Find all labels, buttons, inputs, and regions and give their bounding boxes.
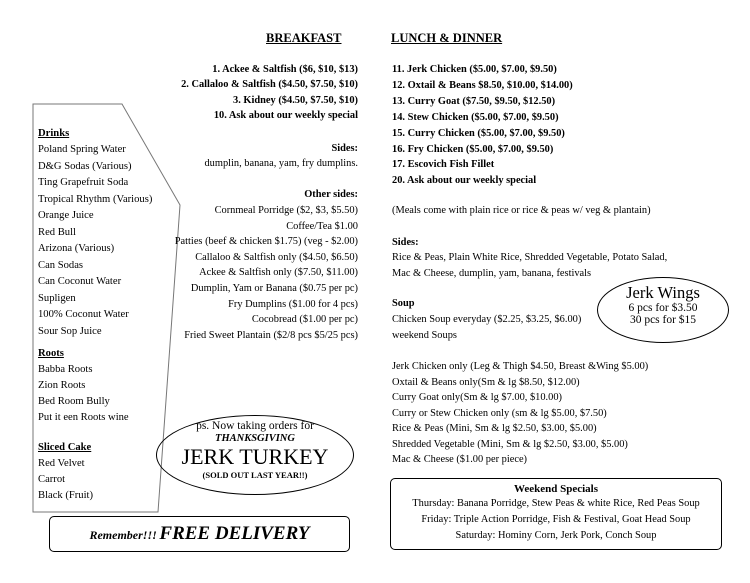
- cake-item: Black (Fruit): [38, 490, 94, 501]
- breakfast-item: 2. Callaloo & Saltfish ($4.50, $7.50, $10): [181, 79, 358, 91]
- turkey-line-1: ps. Now taking orders for: [196, 420, 314, 432]
- weekend-saturday: Saturday: Hominy Corn, Jerk Pork, Conch Soup: [455, 530, 657, 541]
- only-item: Rice & Peas (Mini, Sm & lg $2.50, $3.00, $5.00): [392, 423, 597, 434]
- only-item: Curry or Stew Chicken only (sm & lg $5.00, $7.50): [392, 407, 607, 419]
- other-side-item: Ackee & Saltfish only ($7.50, $11.00): [199, 267, 358, 279]
- other-side-item: Fried Sweet Plantain ($2/8 pcs $5/25 pcs): [184, 329, 358, 341]
- drink-item: D&G Sodas (Various): [38, 160, 132, 172]
- weekend-specials-title: Weekend Specials: [513, 483, 599, 495]
- other-side-item: Dumplin, Yam or Banana ($0.75 per pc): [190, 283, 358, 294]
- drink-item: Can Sodas: [38, 259, 84, 271]
- drink-item: Red Bull: [38, 226, 76, 238]
- weekend-friday: Friday: Triple Action Porridge, Fish & Festival, Goat Head Soup: [421, 514, 691, 525]
- meals-note: (Meals come with plain rice or rice & peas w/ veg & plantain): [392, 205, 651, 216]
- roots-item: Zion Roots: [38, 380, 86, 391]
- other-side-item: Cocobread ($1.00 per pc): [251, 314, 358, 326]
- roots-item: Babba Roots: [38, 364, 93, 375]
- drink-item: Ting Grapefruit Soda: [38, 177, 129, 188]
- lunch-sides-title: Sides:: [392, 237, 419, 248]
- roots-item: Bed Room Bully: [38, 396, 110, 407]
- other-side-item: Cornmeal Porridge ($2, $3, $5.50): [214, 205, 358, 216]
- lunch-item: 13. Curry Goat ($7.50, $9.50, $12.50): [392, 95, 556, 107]
- weekend-specials-box: [390, 478, 722, 550]
- cake-item: Carrot: [38, 474, 66, 485]
- jerk-wings-title: Jerk Wings: [626, 283, 700, 302]
- soup-line: weekend Soups: [392, 329, 457, 341]
- drink-item: Can Coconut Water: [38, 276, 122, 287]
- breakfast-header: BREAKFAST: [266, 31, 342, 45]
- drink-item: Sour Sop Juice: [38, 325, 102, 337]
- cake-item: Red Velvet: [38, 458, 85, 469]
- free-delivery-box: [49, 516, 350, 552]
- drink-item: Poland Spring Water: [38, 144, 126, 155]
- drink-item: 100% Coconut Water: [38, 309, 129, 320]
- lunch-item: 14. Stew Chicken ($5.00, $7.00, $9.50): [392, 111, 559, 123]
- lunch-item: 17. Escovich Fish Fillet: [392, 159, 495, 171]
- sliced-cake-title: Sliced Cake: [38, 442, 92, 453]
- turkey-line-3: JERK TURKEY: [181, 444, 329, 469]
- other-side-item: Callaloo & Saltfish only ($4.50, $6.50): [195, 251, 358, 263]
- jerk-wings-oval: [597, 277, 729, 343]
- only-item: Oxtail & Beans only(Sm & lg $8.50, $12.00): [392, 376, 580, 388]
- weekend-thursday: Thursday: Banana Porridge, Stew Peas & white Rice, Red Peas Soup: [412, 498, 700, 509]
- other-sides-title: Other sides:: [304, 189, 358, 200]
- soup-title: Soup: [392, 298, 415, 309]
- only-item: Shredded Vegetable (Mini, Sm & lg $2.50, $3.00, $5.00): [392, 438, 628, 450]
- jerk-wings-line-2: 30 pcs for $15: [629, 314, 697, 326]
- delivery-prefix: Remember!!!: [89, 528, 157, 542]
- turkey-line-2: THANKSGIVING: [215, 433, 295, 444]
- jerk-wings-line-1: 6 pcs for $3.50: [628, 302, 698, 314]
- lunch-side-line: Mac & Cheese, dumplin, yam, banana, festivals: [392, 267, 592, 279]
- breakfast-item: 3. Kidney ($4.50, $7.50, $10): [233, 94, 358, 106]
- lunch-item: 15. Curry Chicken ($5.00, $7.00, $9.50): [392, 127, 565, 139]
- only-item: Mac & Cheese ($1.00 per piece): [392, 454, 528, 465]
- other-side-item: Coffee/Tea $1.00: [286, 220, 358, 232]
- lunch-side-line: Rice & Peas, Plain White Rice, Shredded Vegetable, Potato Salad,: [392, 252, 668, 263]
- breakfast-item: 1. Ackee & Saltfish ($6, $10, $13): [212, 64, 358, 75]
- lunch-item: 20. Ask about our weekly special: [392, 175, 537, 187]
- lunch-item: 11. Jerk Chicken ($5.00, $7.00, $9.50): [392, 64, 557, 75]
- other-side-item: Patties (beef & chicken $1.75) (veg - $2.00): [174, 236, 358, 248]
- turkey-oval: [156, 415, 354, 495]
- drink-item: Orange Juice: [38, 210, 94, 221]
- turkey-line-4: (SOLD OUT LAST YEAR!!): [202, 470, 308, 480]
- lunch-header: LUNCH & DINNER: [391, 31, 503, 45]
- breakfast-sides-title: Sides:: [331, 143, 358, 154]
- delivery-main: FREE DELIVERY: [159, 523, 310, 544]
- drinks-title: Drinks: [38, 128, 70, 139]
- lunch-item: 16. Fry Chicken ($5.00, $7.00, $9.50): [392, 143, 554, 155]
- lunch-item: 12. Oxtail & Beans $8.50, $10.00, $14.00): [392, 79, 573, 91]
- only-item: Jerk Chicken only (Leg & Thigh $4.50, Breast &Wing $5.00): [392, 361, 649, 372]
- drink-item: Supligen: [38, 292, 76, 304]
- breakfast-sides-text: dumplin, banana, yam, fry dumplins.: [204, 158, 358, 169]
- other-side-item: Fry Dumplins ($1.00 for 4 pcs): [228, 298, 358, 310]
- drink-item: Arizona (Various): [38, 243, 115, 254]
- roots-item: Put it een Roots wine: [38, 412, 129, 423]
- drink-item: Tropical Rhythm (Various): [38, 193, 153, 205]
- breakfast-item: 10. Ask about our weekly special: [213, 109, 358, 121]
- soup-line: Chicken Soup everyday ($2.25, $3.25, $6.00): [392, 314, 582, 325]
- only-item: Curry Goat only(Sm & lg $7.00, $10.00): [392, 392, 562, 403]
- roots-title: Roots: [38, 348, 64, 359]
